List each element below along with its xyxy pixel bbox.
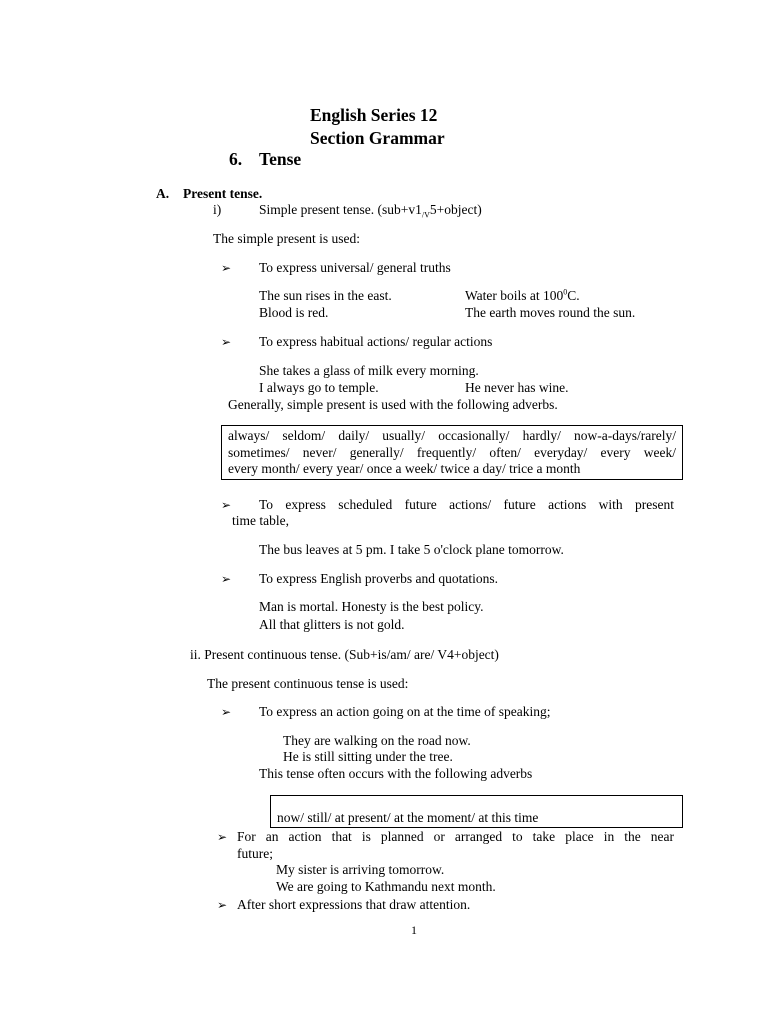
page-number: 1: [411, 923, 417, 937]
adverbs-line: sometimes/ never/ generally/ frequently/ often/ everyday/ every week/: [228, 444, 676, 460]
simple-use-1: To express universal/ general truths: [259, 260, 451, 275]
continuous-use-2-cont: future;: [237, 846, 273, 861]
topic-title: Tense: [259, 149, 302, 169]
adverbs-line: every month/ every year/ once a week/ twice a day/ trice a month: [228, 461, 581, 476]
example-text: My sister is arriving tomorrow.: [276, 862, 445, 877]
example-text: Water boils at $100^0C$.: [465, 287, 580, 303]
adverbs-line: always/ seldom/ daily/ usually/ occasionally/ hardly/ now-a-days/rarely/: [228, 428, 676, 443]
simple-use-4: To express English proverbs and quotations.: [259, 571, 499, 586]
arrow-bullet-icon: ➢: [221, 335, 232, 349]
continuous-use-1: To express an action going on at the time of speaking;: [259, 704, 551, 719]
example-text: I always go to temple.: [259, 380, 379, 395]
example-text: The bus leaves at 5 pm. I take 5 o'clock plane tomorrow.: [259, 542, 564, 557]
simple-adverb-intro: Generally, simple present is used with the following adverbs.: [228, 397, 558, 412]
example-text: The sun rises in the east.: [259, 288, 392, 303]
simple-intro: The simple present is used:: [213, 231, 360, 246]
section-title: Section Grammar: [310, 128, 445, 148]
example-text: She takes a glass of milk every morning.: [259, 363, 479, 378]
continuous-heading: ii. Present continuous tense. (Sub+is/am/ are/ V4+object): [190, 647, 499, 662]
example-text: They are walking on the road now.: [283, 733, 471, 748]
arrow-bullet-icon: ➢: [217, 830, 228, 844]
example-text: We are going to Kathmandu next month.: [276, 879, 496, 894]
example-text: Blood is red.: [259, 305, 329, 320]
continuous-intro: The present continuous tense is used:: [207, 676, 409, 691]
simple-use-3: To express scheduled future actions/ future actions with present: [259, 497, 674, 512]
simple-use-2: To express habitual actions/ regular actions: [259, 334, 493, 349]
example-text: He never has wine.: [465, 380, 569, 395]
simple-use-3-cont: time table,: [232, 513, 289, 528]
arrow-bullet-icon: ➢: [221, 572, 232, 586]
simple-heading: Simple present tense. $(sub+v1_{/V}5+object)$: [259, 202, 482, 220]
continuous-use-3: After short expressions that draw attention.: [237, 897, 471, 912]
arrow-bullet-icon: ➢: [221, 498, 232, 512]
arrow-bullet-icon: ➢: [221, 261, 232, 275]
series-title: English Series 12: [310, 105, 438, 125]
example-text: All that glitters is not gold.: [259, 617, 405, 632]
continuous-adverb-intro: This tense often occurs with the following adverbs: [259, 766, 533, 781]
section-a-title: Present tense.: [183, 186, 263, 201]
adverbs-line: now/ still/ at present/ at the moment/ at this time: [277, 810, 539, 825]
simple-number: i): [213, 202, 222, 217]
continuous-use-2: For an action that is planned or arranged to take place in the near: [237, 829, 674, 844]
section-a-label: A.: [156, 186, 170, 201]
simple-adverbs-box: [221, 425, 683, 480]
topic-number: 6.: [229, 149, 243, 169]
arrow-bullet-icon: ➢: [221, 705, 232, 719]
example-text: Man is mortal. Honesty is the best policy.: [259, 599, 484, 614]
example-text: The earth moves round the sun.: [465, 305, 636, 320]
example-text: He is still sitting under the tree.: [283, 749, 453, 764]
continuous-adverbs-box: [270, 795, 683, 828]
arrow-bullet-icon: ➢: [217, 898, 228, 912]
